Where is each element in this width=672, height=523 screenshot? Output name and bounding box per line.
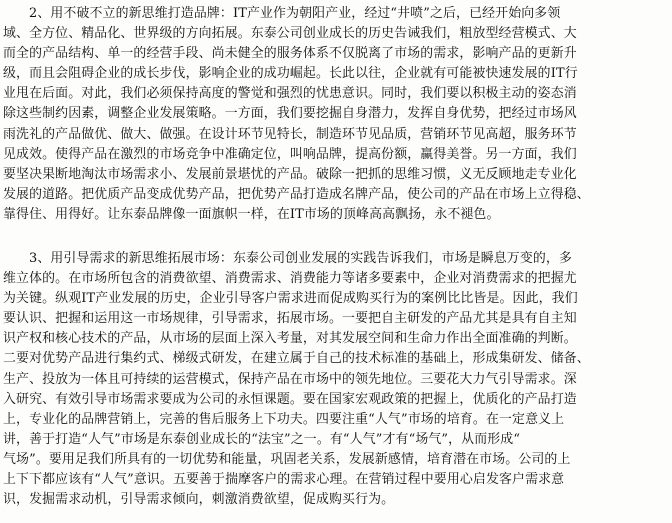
text-line: 维立体的。在市场所包含的消费欲望、消费需求、消费能力等诸多要素中，企业对消费需求的把握尤: [3, 271, 577, 287]
text-line: 域、全方位、精品化、世界级的方向拓展。东泰公司创业成长的历史告诫我们，粗放型经营模式、大: [3, 26, 577, 42]
text-line: 业甩在后面。对此，我们必须保持高度的警觉和强烈的忧患意识。同时，我们要以积极主动的姿态消: [3, 86, 577, 102]
text-line: 二要对优势产品进行集约式、梯级式研发，在建立属于自己的技术标准的基础上，形成集研发、储备、: [3, 351, 590, 367]
text-line: 讲，善于打造“人气”市场是东泰创业成长的“法宝”之一。有“人气”才有“场气”，从而形成“: [3, 431, 521, 447]
text-line: 发展的道路。把优质产品变成优势产品，把优势产品打造成名牌产品，使公司的产品在市场上立得稳、: [3, 186, 590, 202]
paragraph-market-expansion: [0, 249, 672, 510]
text-line: 识，发掘需求动机，引导需求倾向，刺激消费欲望，促成购买行为。: [3, 492, 395, 508]
text-line: 为关键。纵观IT产业发展的历史，企业引导客户需求进而促成购买行为的案例比比皆是。因此，我们: [3, 291, 578, 307]
paragraph-brand-building: [0, 4, 672, 225]
text-line: 生产、投放为一体且可持续的运营模式，保持产品在市场中的领先地位。三要花大力气引导需求。深: [3, 371, 577, 387]
text-line: 识产权和核心技术的产品，从市场的层面上深入考量，对其发展空间和生命力作出全面准确的判断。: [3, 331, 577, 347]
text-line: 上，专业化的品牌营销上，完善的售后服务上下功夫。四要注重“人气”市场的培育。在一定意义上: [3, 411, 565, 427]
text-line: 级，而且会阻碍企业的成长步伐，影响企业的成功崛起。长此以往，企业就有可能被快速发展的IT行: [3, 66, 578, 82]
text-line: 入研究、有效引导市场需求要成为公司的永恒课题。要在国家宏观政策的把握上，优质化的产品打造: [3, 391, 577, 407]
text-line: 气场”。要用足我们所具有的一切优势和能量，巩固老关系，发展新感情，培育潜在市场。公司的上: [3, 451, 571, 467]
text-line: 见成效。使得产品在激烈的市场竞争中准确定位，叫响品牌，提高份额，赢得美誉。另一方面，我们: [3, 146, 577, 162]
text-line: 雨洗礼的产品做优、做大、做强。在设计环节见特长，制造环节见品质，营销环节见高超，服务环节: [3, 126, 577, 142]
text-line: 上下下都应该有“人气”意识。五要善于揣摩客户的需求心理。在营销过程中要用心启发客户需求意: [3, 472, 565, 488]
text-line: 2、用不破不立的新思维打造品牌：IT产业作为朝阳产业，经过“井喷”之后，已经开始向多领: [29, 6, 561, 21]
text-line: 靠得住、用得好。让东泰品牌像一面旗帜一样，在IT市场的顶峰高高飘扬，永不褪色。: [3, 206, 500, 222]
text-line: 除这些制约因素，调整企业发展策略。一方面，我们要挖掘自身潜力，发挥自身优势，把经过市场风: [3, 106, 577, 122]
text-line: 要坚决果断地淘汰市场需求小、发展前景堪忧的产品。破除一把抓的思维习惯，义无反顾地走专业化: [3, 166, 577, 182]
text-line: 要认识、把握和运用这一市场规律，引导需求，拓展市场。一要把自主研发的产品尤其是具有自主知: [3, 311, 577, 327]
text-line: 而全的产品结构、单一的经营手段、尚未健全的服务体系不仅脱离了市场的需求，影响产品的更新升: [3, 46, 577, 62]
text-line: 3、用引导需求的新思维拓展市场：东泰公司创业发展的实践告诉我们，市场是瞬息万变的，多: [29, 251, 573, 266]
